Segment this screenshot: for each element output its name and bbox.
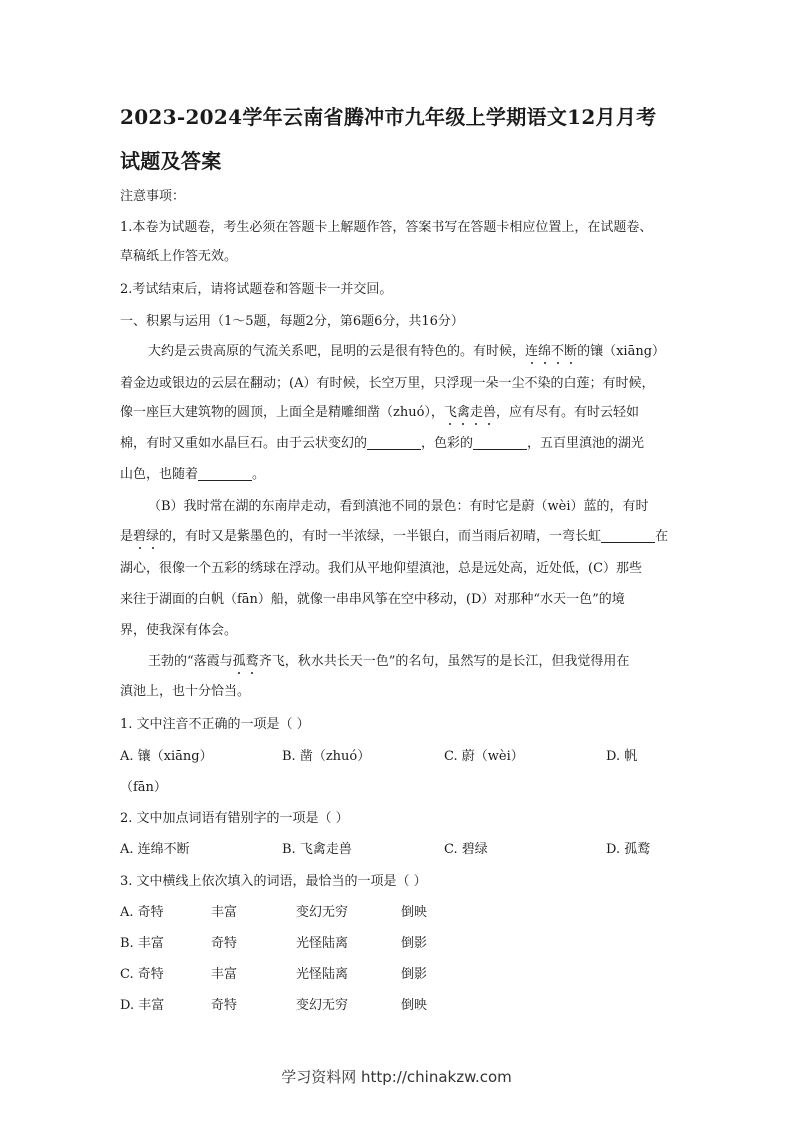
fill-blank — [601, 530, 655, 543]
question-1-option-d-cont: （fān） — [120, 780, 167, 795]
dotted-word — [525, 344, 577, 359]
dot-char: 鹜 — [245, 654, 259, 669]
text: ，应有尽有。有时云轻如 — [495, 405, 639, 420]
passage-p3-line-2: 滇池上，也十分恰当。 — [120, 684, 251, 699]
dot-char: 连 — [525, 344, 539, 359]
question-3-option-c-word-4: 倒影 — [401, 967, 428, 982]
passage-p3-line-1 — [148, 655, 629, 668]
question-2-stem: 2. 文中加点词语有错别字的一项是（ ） — [120, 811, 349, 826]
page-footer: 学习资料网 http://chinakzw.com — [281, 1068, 512, 1086]
notice-item-2: 2.考试结束后，请将试题卷和答题卡一并交回。 — [120, 282, 393, 297]
question-1-option-c: C. 蔚（wèi） — [444, 749, 524, 764]
question-2-option-d: D. 孤鹜 — [606, 842, 651, 857]
section-heading: 一、积累与运用（1～5题，每题2分，第6题6分，共16分） — [120, 314, 464, 329]
dot-char: 绿 — [146, 529, 160, 544]
dot-char: 不 — [551, 344, 565, 359]
dot-char: 禽 — [456, 405, 470, 420]
fill-blank — [367, 437, 421, 450]
passage-p1-line-1 — [148, 345, 665, 358]
question-1-stem: 1. 文中注音不正确的一项是（ ） — [120, 717, 310, 732]
question-3-option-d-word-3: 变幻无穷 — [296, 998, 349, 1013]
dot-char: 走 — [469, 405, 483, 420]
question-3-option-b-word-3: 光怪陆离 — [296, 936, 349, 951]
fill-blank — [198, 468, 252, 481]
text: ，五百里滇池的湖光 — [527, 436, 645, 451]
text: 。 — [252, 467, 266, 482]
passage-p2-line-3: 湖心，很像一个五彩的绣球在浮动。我们从平地仰望滇池，总是远处高，近处低，(C）那些 — [120, 561, 643, 576]
passage-p1-line-2: 着金边或银边的云层在翻动；(A）有时候，长空万里，只浮现一朵一尘不染的白莲；有时候， — [120, 376, 655, 391]
dot-char: 断 — [564, 344, 578, 359]
passage-p2-line-4: 来往于湖面的白帆（fān）船，就像一串串风筝在空中移动，(D）对那种“水天一色”的境 — [120, 592, 625, 607]
passage-p2-line-5: 界，使我深有体会。 — [120, 623, 238, 638]
question-3-option-d-word-1: D. 丰富 — [120, 998, 165, 1013]
question-2-option-c: C. 碧绿 — [444, 842, 488, 857]
question-1-option-a: A. 镶（xiāng） — [120, 749, 213, 764]
question-3-stem: 3. 文中横线上依次填入的词语，最恰当的一项是（ ） — [120, 874, 427, 889]
text: 棉，有时又重如水晶巨石。由于云状变幻的 — [120, 436, 368, 451]
passage-p1-line-5 — [120, 468, 265, 481]
dot-char: 兽 — [482, 405, 496, 420]
question-3-option-b-word-2: 奇特 — [211, 936, 238, 951]
text: 大约是云贵高原的气流关系吧，昆明的云是很有特色的。有时候， — [148, 344, 526, 359]
dot-char: 飞 — [443, 405, 457, 420]
text: 在 — [655, 529, 669, 544]
text: ，色彩的 — [421, 436, 474, 451]
dot-char: 碧 — [133, 529, 147, 544]
exam-title-line-2: 试题及答案 — [120, 149, 222, 173]
question-3-option-a-word-3: 变幻无穷 — [296, 905, 349, 920]
passage-p1-line-4 — [120, 437, 644, 450]
notice-heading: 注意事项： — [120, 189, 186, 204]
text: 的镶（xiāng） — [577, 344, 666, 359]
notice-item-1-cont: 草稿纸上作答无效。 — [120, 249, 238, 264]
question-3-option-b-word-4: 倒影 — [401, 936, 428, 951]
question-3-option-a-word-1: A. 奇特 — [120, 905, 164, 920]
notice-item-1: 1.本卷为试题卷，考生必须在答题卡上解题作答，答案书写在答题卡相应位置上，在试题卷、 — [120, 220, 653, 235]
question-2-option-a: A. 连绵不断 — [120, 842, 190, 857]
question-3-option-d-word-2: 奇特 — [211, 998, 238, 1013]
question-3-option-a-word-4: 倒映 — [401, 905, 428, 920]
passage-p2-line-1: （B）我时常在湖的东南岸走动，看到滇池不同的景色：有时它是蔚（wèi）蓝的，有时 — [148, 499, 649, 514]
text: 像一座巨大建筑物的圆顶，上面全是精雕细凿（zhuó）， — [120, 405, 444, 420]
question-3-option-c-word-1: C. 奇特 — [120, 967, 164, 982]
question-3-option-a-word-2: 丰富 — [211, 905, 238, 920]
passage-p1-line-3 — [120, 406, 639, 419]
passage-p2-line-2 — [120, 530, 668, 543]
question-3-option-d-word-4: 倒映 — [401, 998, 428, 1013]
text: 的，有时又是紫墨色的，有时一半浓绿，一半银白，而当雨后初晴，一弯长虹 — [159, 529, 602, 544]
text: 齐飞，秋水共长天一色”的名句，虽然写的是长江，但我觉得用在 — [258, 654, 630, 669]
exam-title-line-1: 2023-2024学年云南省腾冲市九年级上学期语文12月月考 — [120, 105, 657, 129]
question-1-option-d: D. 帆 — [606, 749, 638, 764]
dot-char: 孤 — [232, 654, 246, 669]
question-1-option-b: B. 凿（zhuó） — [282, 749, 371, 764]
question-3-option-b-word-1: B. 丰富 — [120, 936, 164, 951]
question-3-option-c-word-2: 丰富 — [211, 967, 238, 982]
question-3-option-c-word-3: 光怪陆离 — [296, 967, 349, 982]
text: 是 — [120, 529, 134, 544]
fill-blank — [473, 437, 527, 450]
text: 王勃的“落霞与 — [148, 654, 233, 669]
dot-char: 绵 — [538, 344, 552, 359]
question-2-option-b: B. 飞禽走兽 — [282, 842, 352, 857]
text: 山色，也随着 — [120, 467, 199, 482]
